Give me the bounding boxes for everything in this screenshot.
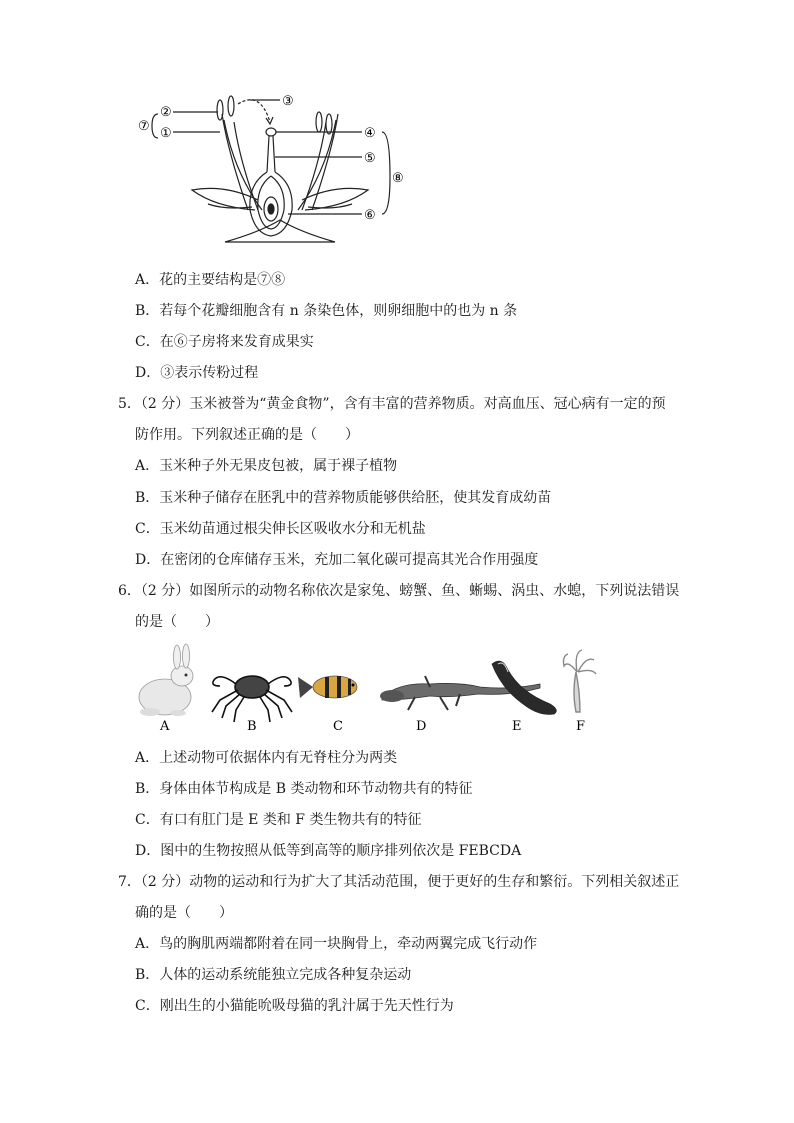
label-3: ③ — [282, 94, 294, 109]
label-5: ⑤ — [364, 151, 376, 166]
label-1: ① — [160, 126, 172, 141]
q5-option-c[interactable]: C．玉米幼苗通过根尖伸长区吸收水分和无机盐 — [135, 521, 426, 537]
q4-option-d[interactable]: D．③表示传粉过程 — [135, 365, 259, 381]
q5-stem-line2: 防作用。下列叙述正确的是（ ） — [135, 427, 359, 443]
fish-image — [298, 676, 357, 698]
q7-option-c[interactable]: C．刚出生的小猫能吮吸母猫的乳汁属于先天性行为 — [135, 998, 454, 1014]
q4-option-c[interactable]: C．在⑥子房将来发育成果实 — [135, 334, 314, 350]
label-8: ⑧ — [392, 171, 404, 186]
q5-option-d[interactable]: D．在密闭的仓库储存玉米，充加二氧化碳可提高其光合作用强度 — [135, 552, 539, 568]
flower-diagram — [130, 92, 420, 252]
animal-label-b: B — [247, 719, 257, 734]
q6-option-c[interactable]: C．有口有肛门是 E 类和 F 类生物共有的特征 — [135, 812, 422, 828]
q6-option-d[interactable]: D．图中的生物按照从低等到高等的顺序排列依次是 FEBCDA — [135, 843, 522, 859]
q6-stem-line2: 的是（ ） — [135, 614, 219, 630]
label-4: ④ — [364, 126, 376, 141]
q6-option-b[interactable]: B．身体由体节构成是 B 类动物和环节动物共有的特征 — [135, 781, 473, 797]
q7-stem-line2: 确的是（ ） — [135, 905, 233, 921]
q5-option-b[interactable]: B．玉米种子储存在胚乳中的营养物质能够供给胚，使其发育成幼苗 — [135, 490, 552, 506]
animal-label-d: D — [416, 719, 427, 734]
q6-stem-line1: 6．（2 分）如图所示的动物名称依次是家兔、螃蟹、鱼、蜥蜴、涡虫、水螅，下列说法错误 — [118, 583, 680, 599]
animal-label-c: C — [333, 719, 343, 734]
q7-stem-line1: 7．（2 分）动物的运动和行为扩大了其活动范围，便于更好的生存和繁衍。下列相关叙述正 — [118, 874, 680, 890]
q7-option-b[interactable]: B．人体的运动系统能独立完成各种复杂运动 — [135, 967, 412, 983]
q5-option-a[interactable]: A．玉米种子外无果皮包被，属于裸子植物 — [135, 458, 398, 474]
q6-option-a[interactable]: A．上述动物可依据体内有无脊柱分为两类 — [135, 750, 398, 766]
hydra-image — [564, 650, 597, 712]
animal-label-a: A — [160, 719, 170, 734]
rabbit-image — [139, 644, 193, 716]
label-7: ⑦ — [138, 119, 150, 134]
animals-figure — [130, 642, 620, 737]
label-2: ② — [160, 105, 172, 120]
animal-label-f: F — [576, 719, 586, 734]
animal-label-e: E — [512, 719, 522, 734]
q4-option-a[interactable]: A．花的主要结构是⑦⑧ — [135, 272, 286, 288]
q5-stem-line1: 5．（2 分）玉米被誉为“黄金食物”，含有丰富的营养物质。对高血压、冠心病有一定的预 — [118, 396, 666, 412]
q4-option-b[interactable]: B．若每个花瓣细胞含有 n 条染色体，则卵细胞中的也为 n 条 — [135, 303, 518, 319]
label-6: ⑥ — [364, 208, 376, 223]
q7-option-a[interactable]: A．鸟的胸肌两端都附着在同一块胸骨上，牵动两翼完成飞行动作 — [135, 936, 538, 952]
crab-image — [212, 676, 292, 722]
